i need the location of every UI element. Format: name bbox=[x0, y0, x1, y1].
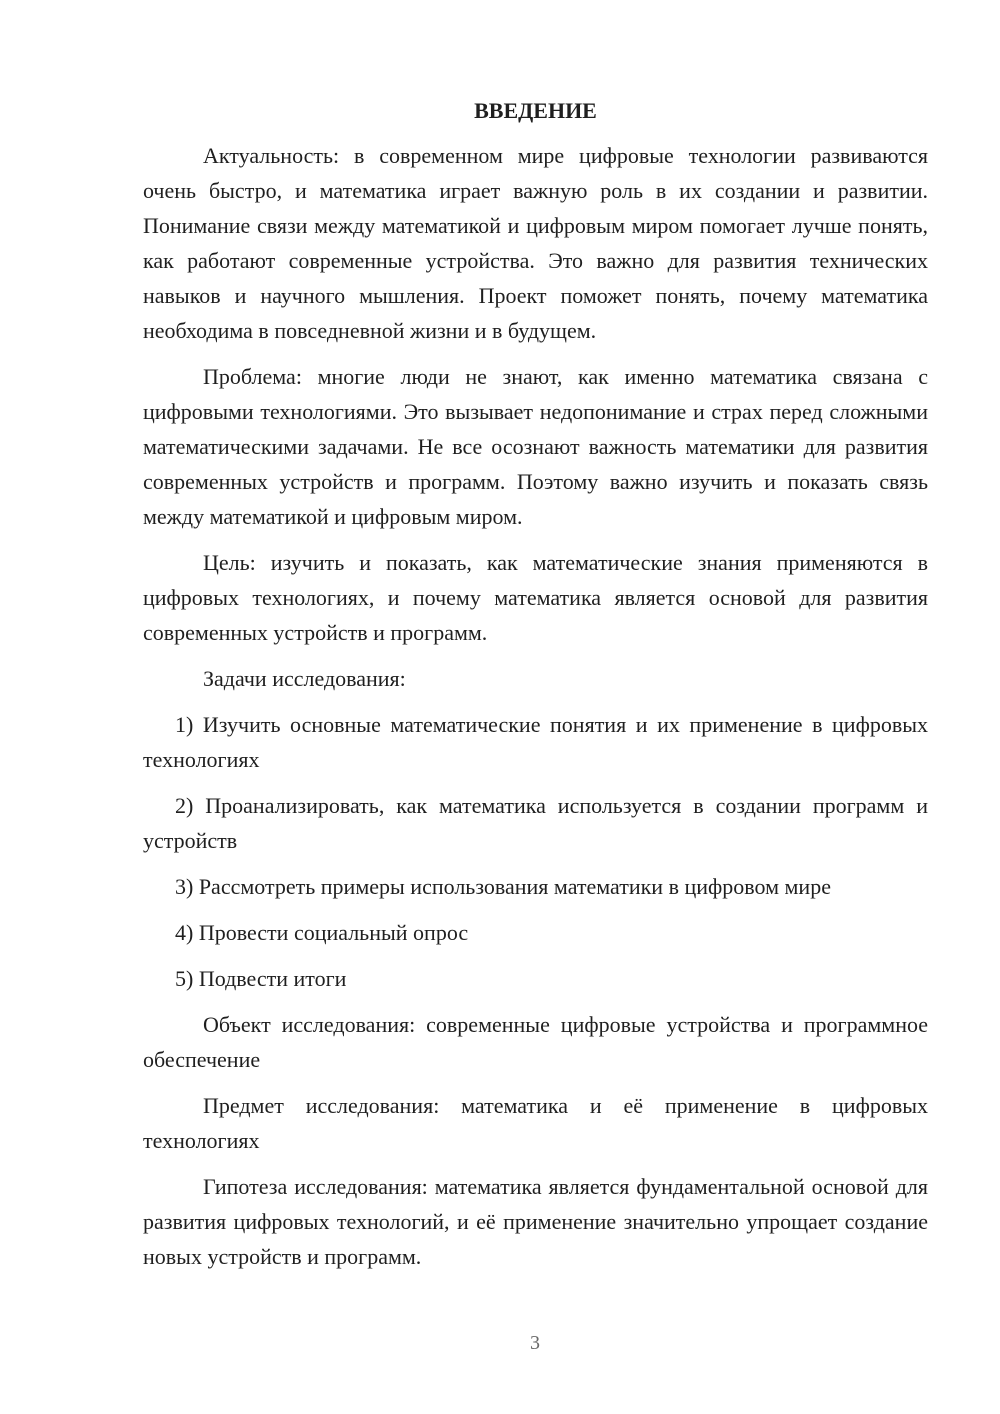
task-item-1: 1) Изучить основные математические понятия и их применение в цифровых технологиях bbox=[143, 712, 928, 772]
paragraph-object: Объект исследования: современные цифровые устройства и программное обеспечение bbox=[143, 1012, 928, 1072]
task-item-4: 4) Провести социальный опрос bbox=[175, 920, 469, 945]
paragraph-goal: Цель: изучить и показать, как математические знания применяются в цифровых технологиях, и почему математика является основой для развития современных устройств и программ. bbox=[143, 550, 928, 645]
page-title: ВВЕДЕНИЕ bbox=[474, 98, 597, 123]
document-page bbox=[143, 94, 928, 1285]
paragraph-problem: Проблема: многие люди не знают, как именно математика связана с цифровыми технологиями. Это вызывает недопонимание и страх перед сложными математическими задачами. Не все осознают важность математики для развития современных устройств и программ. Поэтому важно изучить и показать связь между математикой и цифровым миром. bbox=[143, 364, 928, 529]
paragraph-tasks-heading: Задачи исследования: bbox=[203, 666, 406, 691]
task-item-2: 2) Проанализировать, как математика используется в создании программ и устройств bbox=[143, 793, 928, 853]
task-item-3: 3) Рассмотреть примеры использования математики в цифровом мире bbox=[175, 874, 831, 899]
paragraph-subject: Предмет исследования: математика и её применение в цифровых технологиях bbox=[143, 1093, 928, 1153]
paragraph-hypothesis: Гипотеза исследования: математика является фундаментальной основой для развития цифровых технологий, и её применение значительно упрощает создание новых устройств и программ. bbox=[143, 1174, 928, 1269]
page-number: 3 bbox=[530, 1332, 540, 1354]
task-item-5: 5) Подвести итоги bbox=[175, 966, 347, 991]
paragraph-relevance: Актуальность: в современном мире цифровые технологии развиваются очень быстро, и математика играет важную роль в их создании и развитии. Понимание связи между математикой и цифровым миром помогает лучше понять, как работают современные устройства. Это важно для развития технических навыков и научного мышления. Проект поможет понять, почему математика необходима в повседневной жизни и в будущем. bbox=[143, 143, 928, 343]
